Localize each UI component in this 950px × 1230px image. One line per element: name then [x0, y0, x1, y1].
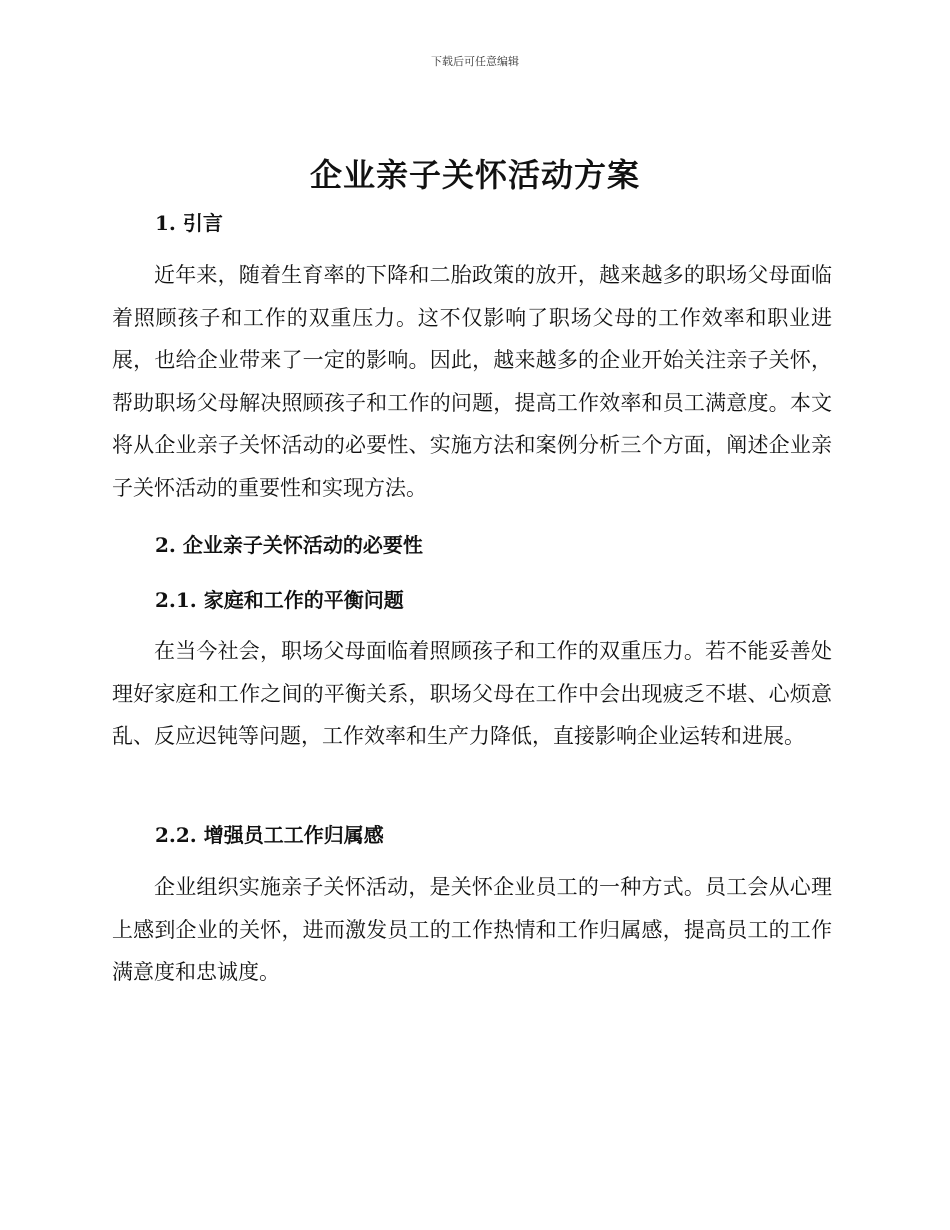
- document-title: 企业亲子关怀活动方案: [309, 156, 640, 194]
- subsection-heading-belonging: 2.2. 增强员工工作归属感: [155, 823, 384, 847]
- paragraph-introduction: 近年来，随着生育率的下降和二胎政策的放开，越来越多的职场父母面临着照顾孩子和工作的双重压力。这不仅影响了职场父母的工作效率和职业进展，也给企业带来了一定的影响。因此，越来越多的企业开始关注亲子关怀，帮助职场父母解决照顾孩子和工作的问题，提高工作效率和员工满意度。本文将从企业亲子关怀活动的必要性、实施方法和案例分析三个方面，阐述企业亲子关怀活动的重要性和实现方法。: [112, 263, 832, 500]
- paragraph-belonging: 企业组织实施亲子关怀活动，是关怀企业员工的一种方式。员工会从心理上感到企业的关怀，进而激发员工的工作热情和工作归属感，提高员工的工作满意度和忠诚度。: [112, 875, 832, 985]
- section-heading-necessity: 2. 企业亲子关怀活动的必要性: [155, 533, 423, 557]
- page-header-note: 下载后可任意编辑: [431, 55, 519, 68]
- paragraph-work-life-balance: 在当今社会，职场父母面临着照顾孩子和工作的双重压力。若不能妥善处理好家庭和工作之间的平衡关系，职场父母在工作中会出现疲乏不堪、心烦意乱、反应迟钝等问题，工作效率和生产力降低，直接影响企业运转和进展。: [112, 639, 832, 749]
- section-heading-introduction: 1. 引言: [155, 211, 223, 235]
- subsection-heading-work-life-balance: 2.1. 家庭和工作的平衡问题: [155, 588, 404, 612]
